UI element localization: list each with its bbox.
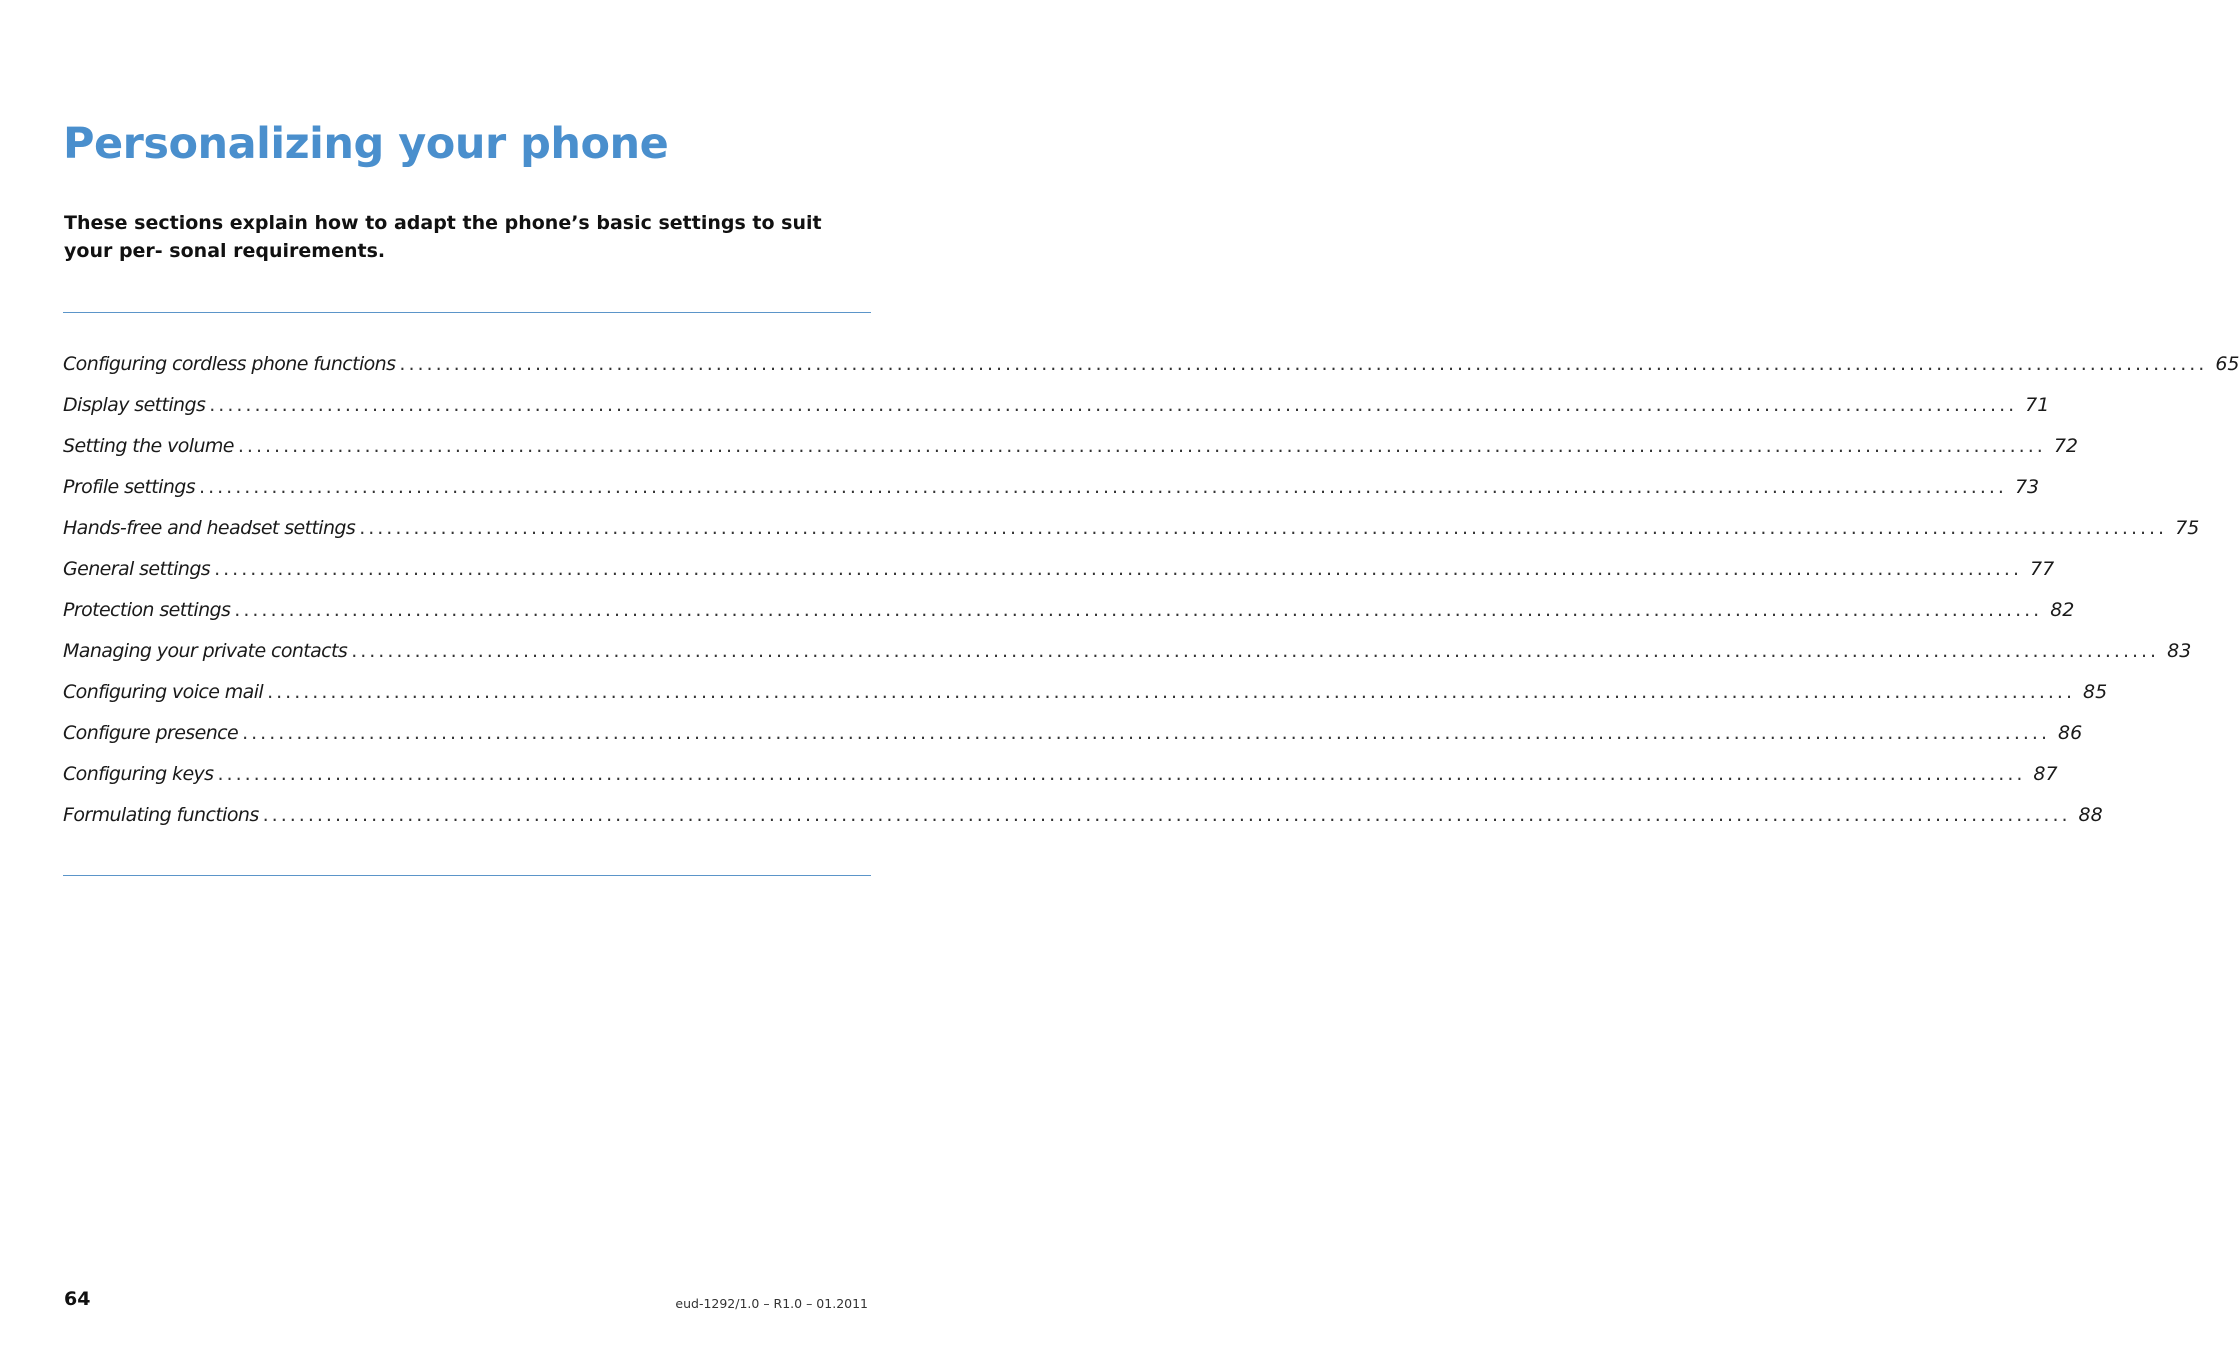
toc-leader: ........................................................................................................................................................................................................ [359, 517, 2168, 539]
toc-item[interactable] [63, 759, 2058, 800]
toc-item-page: 71 [2025, 394, 2050, 416]
toc-item-page: 65 [2215, 353, 2240, 375]
toc-item[interactable] [63, 595, 2075, 636]
toc-item-label: General settings [63, 558, 211, 580]
toc-leader: ........................................................................................................................................................................................................ [237, 435, 2046, 457]
page-number: 64 [64, 1288, 91, 1310]
toc-item-label: Configuring cordless phone functions [63, 353, 396, 375]
toc-item-page: 83 [2167, 640, 2192, 662]
toc-item[interactable] [63, 800, 2103, 841]
toc-item-page: 85 [2083, 681, 2108, 703]
toc-item-label: Configuring voice mail [63, 681, 264, 703]
toc-item-label: Configuring keys [63, 763, 214, 785]
toc-leader: ........................................................................................................................................................................................................ [214, 558, 2023, 580]
toc-item-label: Display settings [63, 394, 206, 416]
toc-item[interactable] [63, 349, 2240, 390]
toc-item[interactable] [63, 513, 2200, 554]
toc-item-label: Managing your private contacts [63, 640, 348, 662]
toc-item[interactable] [63, 677, 2108, 718]
toc-item-label: Protection settings [63, 599, 231, 621]
toc-leader: ........................................................................................................................................................................................................ [199, 476, 2007, 498]
toc-leader: ........................................................................................................................................................................................................ [217, 763, 2026, 785]
toc-leader: ........................................................................................................................................................................................................ [234, 599, 2043, 621]
toc-item-label: Profile settings [63, 476, 196, 498]
toc-item[interactable] [63, 636, 2192, 677]
toc-leader: ........................................................................................................................................................................................................ [351, 640, 2160, 662]
toc-item[interactable] [63, 554, 2055, 595]
toc-item-page: 77 [2030, 558, 2055, 580]
toc-leader: ........................................................................................................................................................................................................ [242, 722, 2050, 744]
toc-item-page: 72 [2053, 435, 2078, 457]
toc-item-page: 82 [2050, 599, 2075, 621]
toc-item[interactable] [63, 390, 2050, 431]
toc-leader: ........................................................................................................................................................................................................ [399, 353, 2208, 375]
toc-item-page: 75 [2175, 517, 2200, 539]
intro-paragraph: These sections explain how to adapt the phone’s basic settings to suit your per- sonal requirements. [64, 212, 822, 262]
toc-leader: ........................................................................................................................................................................................................ [209, 394, 2018, 416]
toc-item-page: 88 [2078, 804, 2103, 826]
toc-item-page: 73 [2014, 476, 2040, 498]
top-divider [63, 312, 871, 313]
toc-item-label: Hands-free and headset settings [63, 517, 356, 539]
toc-item-label: Configure presence [63, 722, 239, 744]
toc-leader: ........................................................................................................................................................................................................ [262, 804, 2071, 826]
document-reference: eud-1292/1.0 – R1.0 – 01.2011 [675, 1296, 868, 1311]
toc-item[interactable] [63, 718, 2083, 759]
toc-item-label: Formulating functions [63, 804, 259, 826]
toc-item-page: 86 [2058, 722, 2083, 744]
toc-item[interactable] [63, 431, 2078, 472]
table-of-contents [63, 349, 2240, 841]
toc-leader: ........................................................................................................................................................................................................ [267, 681, 2075, 703]
page-title: Personalizing your phone [63, 119, 669, 169]
toc-item-label: Setting the volume [63, 435, 234, 457]
toc-item-page: 87 [2033, 763, 2058, 785]
bottom-divider [63, 875, 871, 876]
toc-item[interactable] [63, 472, 2040, 513]
